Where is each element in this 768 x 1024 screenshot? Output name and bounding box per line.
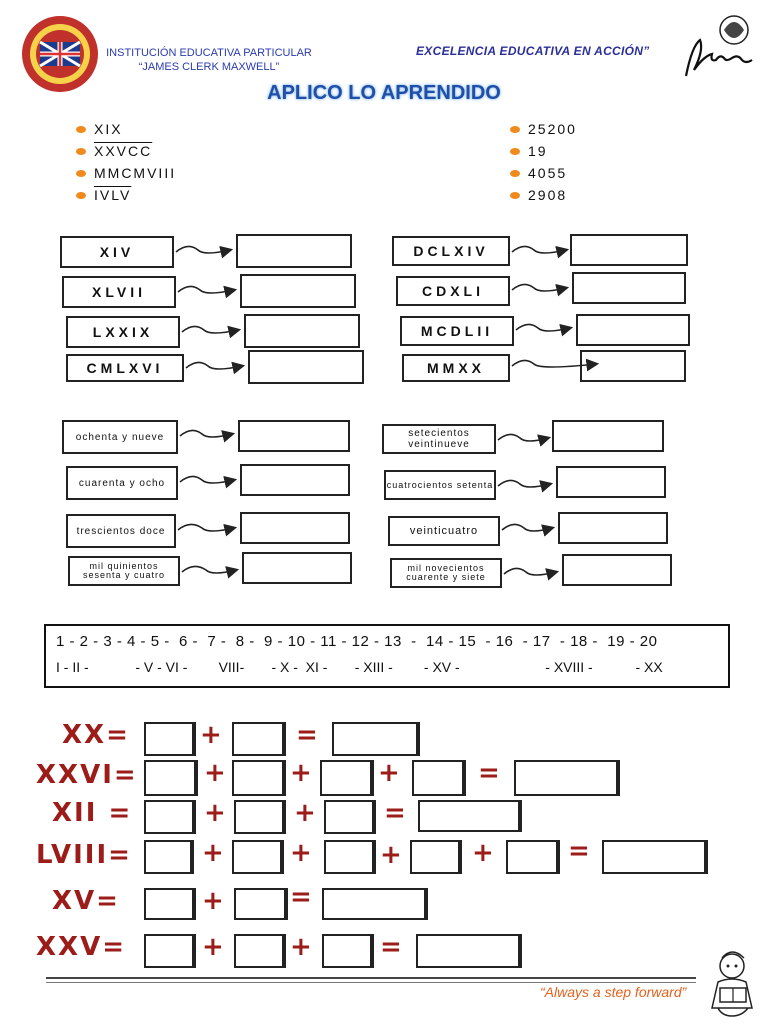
plus-sign: +	[290, 838, 312, 868]
equation-box[interactable]	[506, 840, 558, 874]
word-card: trescientos doce	[66, 514, 176, 548]
equation-box[interactable]	[234, 800, 284, 834]
roman-card: MCDLII	[400, 316, 514, 346]
plus-sign: +	[200, 720, 222, 750]
word-card: veinticuatro	[388, 516, 500, 546]
equals-sign: =	[290, 882, 312, 912]
equals-sign: =	[384, 798, 406, 828]
equation-box[interactable]	[232, 760, 284, 796]
equation-box[interactable]	[232, 722, 284, 756]
word-card: mil quinientos sesenta y cuatro	[68, 556, 180, 586]
school-line-2: “JAMES CLERK MAXWELL”	[138, 61, 280, 73]
plus-sign: +	[290, 932, 312, 962]
plus-sign: +	[378, 758, 400, 788]
footer-divider	[46, 982, 696, 983]
arrow-icon	[498, 434, 548, 441]
plus-sign: +	[204, 758, 226, 788]
bullet-item: XXVCC	[94, 143, 153, 159]
equation-box[interactable]	[144, 888, 194, 920]
equation-label: XV=	[52, 886, 120, 916]
arrow-icon	[180, 476, 234, 483]
plus-sign: +	[380, 840, 402, 870]
equation-label: LVIII=	[36, 840, 132, 870]
bullet-item: 19	[528, 143, 548, 159]
equals-sign: =	[296, 720, 318, 750]
equals-sign: =	[478, 758, 500, 788]
equals-sign: =	[380, 932, 402, 962]
equation-result-box[interactable]	[332, 722, 418, 756]
equation-box[interactable]	[234, 888, 286, 920]
bullet-item: 25200	[528, 121, 577, 137]
equation-result-box[interactable]	[602, 840, 706, 874]
equation-result-box[interactable]	[418, 800, 520, 832]
roman-card: LXXIX	[66, 316, 180, 348]
bullet-item: MMCMVIII	[94, 165, 177, 181]
equals-sign: =	[568, 836, 590, 866]
footer-divider	[46, 977, 696, 979]
equation-box[interactable]	[322, 934, 372, 968]
arrow-icon	[512, 246, 566, 253]
plus-sign: +	[202, 886, 224, 916]
arrow-icon	[504, 568, 556, 575]
plus-sign: +	[294, 798, 316, 828]
equation-result-box[interactable]	[416, 934, 520, 968]
plus-sign: +	[290, 758, 312, 788]
plus-sign: +	[472, 838, 494, 868]
equation-box[interactable]	[320, 760, 372, 796]
equation-label: XX=	[62, 720, 130, 750]
equation-label: XXV=	[36, 932, 126, 962]
page-title: APLICO LO APRENDIDO	[267, 82, 501, 104]
number-table	[44, 624, 730, 688]
roman-card: CDXLI	[396, 276, 510, 306]
bullet-item: 2908	[528, 187, 568, 203]
equation-box[interactable]	[144, 760, 196, 796]
arrow-icon	[182, 326, 238, 333]
arrow-icon	[178, 286, 234, 293]
school-line-1: INSTITUCIÓN EDUCATIVA PARTICULAR	[106, 47, 312, 59]
equation-box[interactable]	[412, 760, 464, 796]
arrow-icon	[182, 566, 236, 573]
roman-card: MMXX	[402, 354, 510, 382]
student-reading-icon	[706, 948, 762, 1020]
plus-sign: +	[204, 798, 226, 828]
bullet-item: IVLV	[94, 187, 132, 203]
word-card: setecientos veintinueve	[382, 424, 496, 454]
equation-box[interactable]	[232, 840, 282, 874]
word-card: cuatrocientos setenta	[384, 470, 496, 500]
roman-card: CMLXVI	[66, 354, 184, 382]
equation-box[interactable]	[144, 934, 194, 968]
arrow-icon	[186, 362, 242, 369]
arrow-icon	[502, 524, 552, 531]
roman-card: DCLXIV	[392, 236, 510, 266]
footer-slogan: “Always a step forward”	[540, 984, 687, 1000]
equation-box[interactable]	[324, 800, 374, 834]
equation-box[interactable]	[410, 840, 460, 874]
arrow-icon	[516, 324, 570, 331]
equation-result-box[interactable]	[514, 760, 618, 796]
equation-box[interactable]	[234, 934, 284, 968]
arrow-icon	[512, 360, 596, 367]
plus-sign: +	[202, 932, 224, 962]
arrow-icon	[178, 524, 234, 531]
equation-label: XII =	[52, 798, 133, 828]
bullet-item: XIX	[94, 121, 123, 137]
equation-label: XXVI=	[36, 760, 138, 790]
equation-box[interactable]	[324, 840, 374, 874]
equation-result-box[interactable]	[322, 888, 426, 920]
word-card: mil novecientos cuarente y siete	[390, 558, 502, 588]
numbers-row: 1 - 2 - 3 - 4 - 5 - 6 - 7 - 8 - 9 - 10 - 11 - 12 - 13 - 14 - 15 - 16 - 17 - 18 - 19 - 20	[56, 633, 658, 650]
roman-card: XIV	[60, 236, 174, 268]
bullet-item: 4055	[528, 165, 568, 181]
arrow-icon	[176, 246, 230, 253]
plus-sign: +	[202, 838, 224, 868]
arrow-icon	[498, 480, 550, 487]
arrow-icon	[512, 284, 566, 291]
equation-box[interactable]	[144, 840, 192, 874]
equation-box[interactable]	[144, 722, 194, 756]
romans-row: I - II - - V - VI - VIII- - X - XI - - XIII - - XV - - XVIII - - XX	[56, 659, 663, 675]
roman-card: XLVII	[62, 276, 176, 308]
word-card: cuarenta y ocho	[66, 466, 178, 500]
motto: EXCELENCIA EDUCATIVA EN ACCIÓN”	[416, 44, 650, 58]
equation-box[interactable]	[144, 800, 194, 834]
word-card: ochenta y nueve	[62, 420, 178, 454]
arrow-icon	[180, 430, 232, 437]
